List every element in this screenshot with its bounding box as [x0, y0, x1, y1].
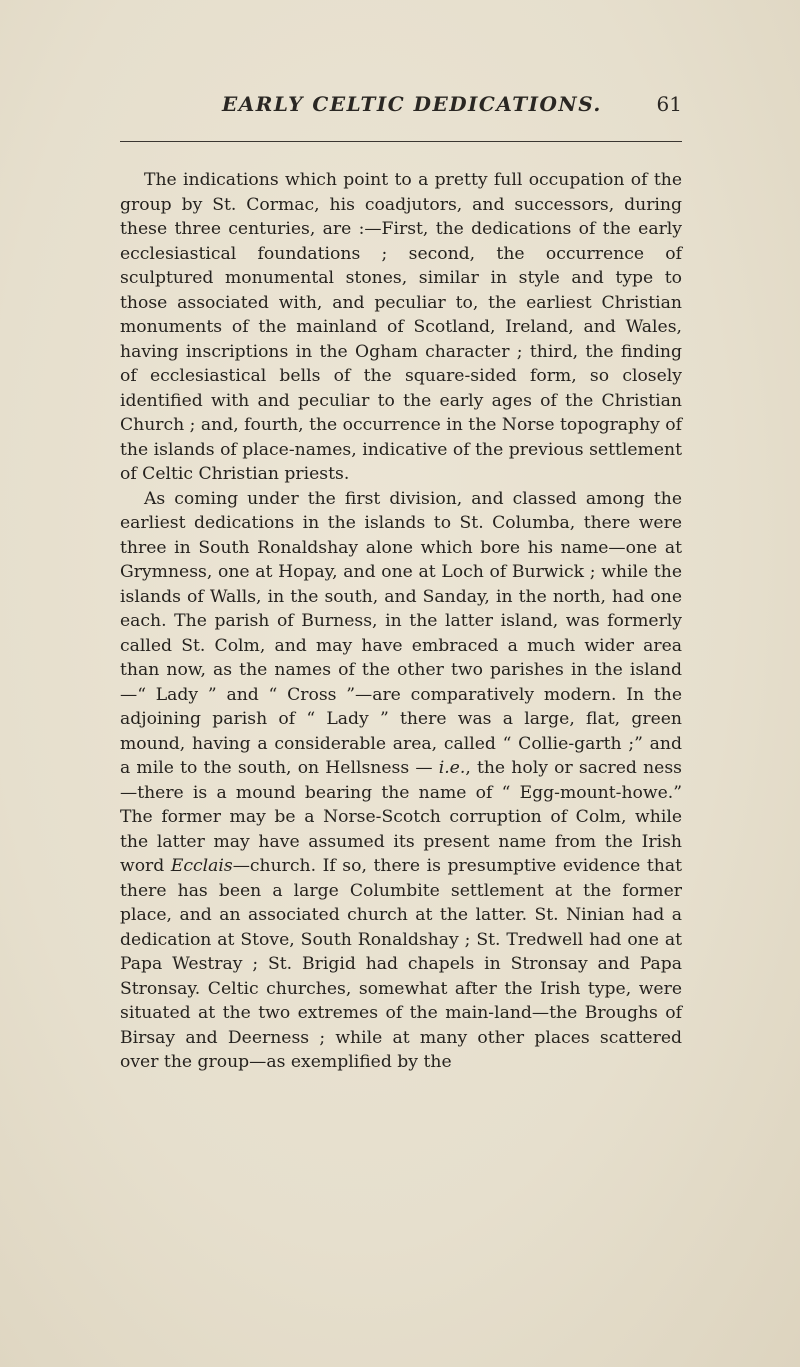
page-header [120, 92, 682, 132]
header-rule [120, 141, 682, 142]
body-text [120, 168, 682, 1075]
running-title: EARLY CELTIC DEDICATIONS. [222, 92, 602, 116]
paragraph-2-part-1: As coming under the first division, and classed among the earliest dedications in the islands to St. Columba, there were three in South Ronaldshay alone which bore his name—one at Grymness, one at Hopay, and one at Loch of Burwick ; while the islands of Walls, in the south, and Sanday, in the north, had one each. The parish of Burness, in the latter island, was formerly called St. Colm, and may have embraced a much wider area than now, as the names of the other two parishes in the island —“ Lady ” and “ Cross ”—are comparatively modern. In the adjoining parish of “ Lady ” there was a large, flat, green mound, having a considerable area, called “ Collie-garth ;” and a mile to the south, on Hellsness — [120, 488, 682, 778]
page-number: 61 [656, 92, 682, 116]
paragraph-2-part-3: —church. If so, there is presumptive evidence that there has been a large Columbite settlement at the former place, and an associated church at the latter. St. Ninian had a dedication at Stove, South Ronaldshay ; St. Tredwell had one at Papa Westray ; St. Brigid had chapels in Stronsay and Papa Stronsay. Celtic churches, somewhat after the Irish type, were situated at the two extremes of the main-land—the Broughs of Birsay and Deerness ; while at many other places scattered over the group—as exemplified by the [120, 856, 682, 1072]
paragraph-2 [120, 487, 682, 1075]
italic-ecclais: Ecclais [170, 856, 233, 876]
paragraph-2-part-2: , the holy or sacred ness—there is a mound bearing the name of “ Egg-mount-howe.” The former may be a Norse-Scotch corruption of Colm, while the latter may have assumed its present name from the Irish word [120, 758, 682, 876]
italic-ie: i.e. [438, 758, 466, 778]
paragraph-1: The indications which point to a pretty full occupation of the group by St. Cormac, his coadjutors, and successors, during these three centuries, are :—First, the dedications of the early ecclesiastical foundations ; second, the occurrence of sculptured monumental stones, similar in style and type to those associated with, and peculiar to, the earliest Christian monuments of the mainland of Scotland, Ireland, and Wales, having inscriptions in the Ogham character ; third, the finding of ecclesiastical bells of the square-sided form, so closely identified with and peculiar to the early ages of the Christian Church ; and, fourth, the occurrence in the Norse topography of the islands of place-names, indicative of the previous settlement of Celtic Christian priests. [120, 170, 683, 484]
